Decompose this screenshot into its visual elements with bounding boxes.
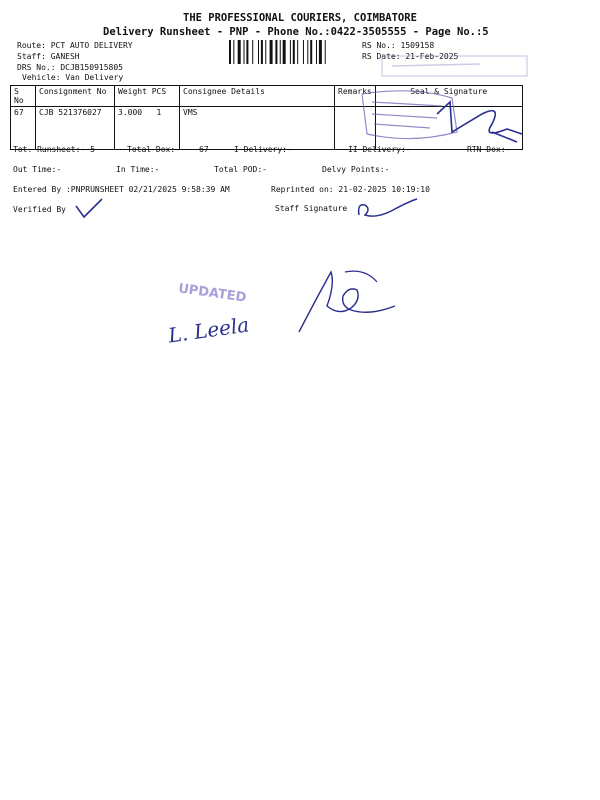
reprinted-on: Reprinted on: 21-02-2025 10:19:10 [271, 185, 430, 194]
cell-consignment: CJB 521376027 [36, 107, 115, 150]
i-delivery: I Delivery:- [234, 145, 292, 154]
handwritten-name: L. Leela [166, 312, 251, 348]
barcode [229, 40, 357, 64]
cell-weight-pcs [115, 107, 180, 150]
vehicle-text: Vehicle: Van Delivery [22, 73, 124, 82]
col-sno: S No [11, 86, 36, 107]
verified-by-label: Verified By [13, 205, 66, 214]
updated-stamp: UPDATED [177, 281, 248, 306]
total-dox-label: Total Dox:- [127, 145, 180, 154]
staff-text: Staff: GANESH [17, 52, 80, 61]
staff-signature-scribble [355, 195, 420, 221]
route-text: Route: PCT AUTO DELIVERY [17, 41, 133, 50]
ii-delivery: II Delivery:- [348, 145, 411, 154]
drs-number: DRS No.: DCJB150915805 [17, 63, 123, 72]
col-seal-signature: Seal & Signature [375, 86, 522, 107]
in-time: In Time:- [116, 165, 160, 174]
date-stamp [380, 50, 530, 82]
col-weight-pcs: Weight PCS [115, 86, 180, 107]
staff-signature-label: Staff Signature [275, 204, 348, 213]
col-consignment: Consignment No [36, 86, 115, 107]
delvy-points: Delvy Points:- [322, 165, 390, 174]
total-dox-value: 67 [199, 145, 209, 154]
cell-weight: 3.000 [118, 108, 143, 117]
company-title: THE PROFESSIONAL COURIERS, COIMBATORE [183, 12, 417, 24]
tot-runsheet: Tot. Runsheet:- 5 [13, 145, 95, 154]
col-remarks: Remarks [335, 86, 376, 107]
runsheet-subtitle: Delivery Runsheet - PNP - Phone No.:0422-3505555 - Page No.:5 [103, 26, 489, 38]
rs-number: RS No.: 1509158 [362, 41, 435, 50]
entered-by: Entered By :PNPRUNSHEET 02/21/2025 9:58:39 AM [13, 185, 230, 194]
rtn-dox: RTN Dox:- [467, 145, 511, 154]
col-consignee: Consignee Details [180, 86, 335, 107]
total-pod: Total POD:- [214, 165, 267, 174]
verified-tick-mark [74, 198, 104, 220]
large-signature [295, 266, 400, 336]
cell-consignee: VMS [180, 107, 335, 150]
cell-pcs: 1 [156, 108, 162, 117]
cell-sno: 67 [11, 107, 36, 150]
rs-date: RS Date: 21-Feb-2025 [362, 52, 459, 61]
out-time: Out Time:- [13, 165, 62, 174]
